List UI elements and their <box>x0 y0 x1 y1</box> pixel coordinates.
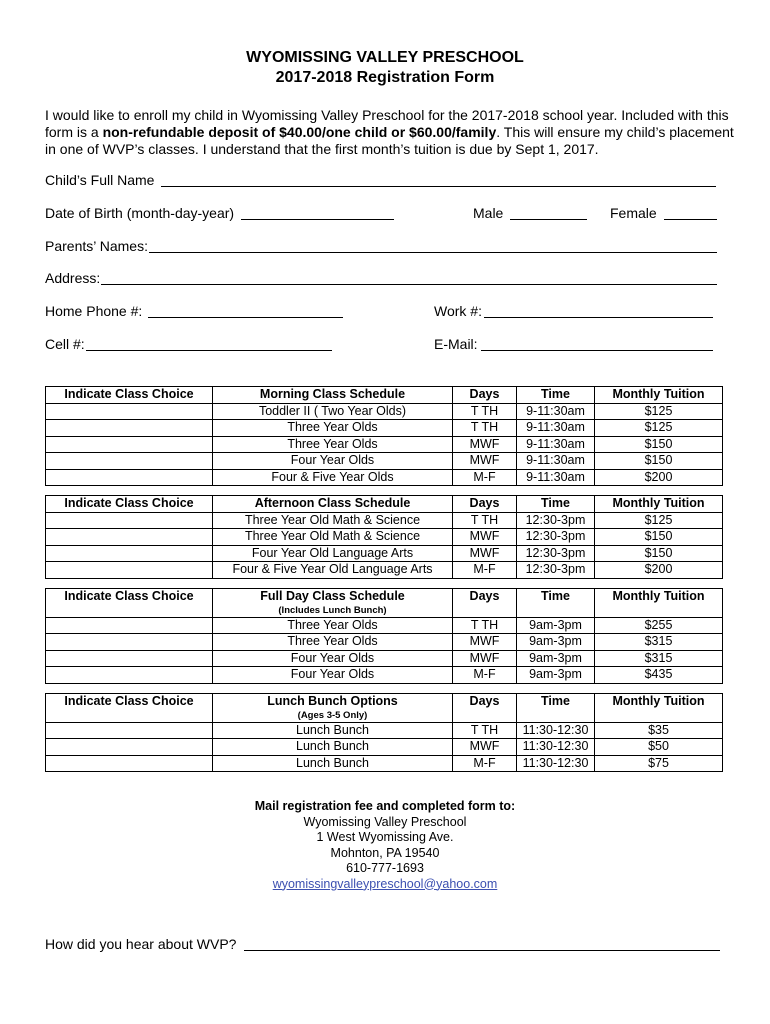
cell-field[interactable] <box>86 350 332 351</box>
class-time: 9am-3pm <box>517 617 595 634</box>
class-time: 9am-3pm <box>517 650 595 667</box>
class-tuition: $35 <box>595 722 723 739</box>
class-tuition: $315 <box>595 634 723 651</box>
class-name: Toddler II ( Two Year Olds) <box>213 403 453 420</box>
class-tuition: $75 <box>595 755 723 772</box>
class-time: 12:30-3pm <box>517 545 595 562</box>
class-choice-cell[interactable] <box>46 739 213 756</box>
class-tuition: $50 <box>595 739 723 756</box>
schedule-header <box>213 694 453 723</box>
work-phone-label: Work #: <box>434 303 482 319</box>
class-days: MWF <box>453 634 517 651</box>
class-tuition: $150 <box>595 453 723 470</box>
home-phone-field[interactable] <box>148 317 343 318</box>
class-name: Three Year Olds <box>213 420 453 437</box>
female-field[interactable] <box>664 219 717 220</box>
table-row <box>46 667 723 684</box>
time-header: Time <box>517 589 595 618</box>
time-header: Time <box>517 387 595 404</box>
table-row <box>46 453 723 470</box>
email-label: E-Mail: <box>434 336 478 352</box>
class-days: MWF <box>453 529 517 546</box>
class-name: Four Year Olds <box>213 453 453 470</box>
table-row <box>46 420 723 437</box>
time-header: Time <box>517 496 595 513</box>
class-days: M-F <box>453 562 517 579</box>
schedule-header-note: (Ages 3-5 Only) <box>297 709 368 721</box>
table-row <box>46 512 723 529</box>
class-tuition: $200 <box>595 562 723 579</box>
class-name: Three Year Old Math & Science <box>213 512 453 529</box>
class-choice-cell[interactable] <box>46 512 213 529</box>
class-name: Three Year Old Math & Science <box>213 529 453 546</box>
table-row <box>46 529 723 546</box>
tuition-header: Monthly Tuition <box>595 589 723 618</box>
class-days: T TH <box>453 617 517 634</box>
class-days: MWF <box>453 739 517 756</box>
class-days: MWF <box>453 650 517 667</box>
referral-question-label: How did you hear about WVP? <box>45 936 237 952</box>
mailing-street: 1 West Wyomissing Ave. <box>316 830 454 844</box>
class-name: Three Year Olds <box>213 436 453 453</box>
days-header: Days <box>453 387 517 404</box>
class-tuition: $435 <box>595 667 723 684</box>
schedule-header-note: (Includes Lunch Bunch) <box>278 604 387 616</box>
class-days: MWF <box>453 545 517 562</box>
class-choice-cell[interactable] <box>46 667 213 684</box>
class-name: Lunch Bunch <box>213 755 453 772</box>
class-days: MWF <box>453 453 517 470</box>
class-choice-cell[interactable] <box>46 722 213 739</box>
schedule-header: Afternoon Class Schedule <box>213 496 453 513</box>
table-header-row <box>46 387 723 404</box>
mailing-email-link[interactable]: wyomissingvalleypreschool@yahoo.com <box>272 876 498 891</box>
mailing-phone: 610-777-1693 <box>346 861 424 875</box>
class-time: 9am-3pm <box>517 634 595 651</box>
class-name: Lunch Bunch <box>213 722 453 739</box>
afternoon-schedule-table <box>45 495 723 579</box>
table-row <box>46 739 723 756</box>
days-header: Days <box>453 694 517 723</box>
table-row <box>46 617 723 634</box>
class-name: Lunch Bunch <box>213 739 453 756</box>
time-header: Time <box>517 694 595 723</box>
class-choice-cell[interactable] <box>46 420 213 437</box>
male-field[interactable] <box>510 219 587 220</box>
fullday-schedule-table <box>45 588 723 684</box>
table-header-row <box>46 496 723 513</box>
class-time: 9-11:30am <box>517 436 595 453</box>
class-time: 9-11:30am <box>517 469 595 486</box>
table-row <box>46 469 723 486</box>
class-time: 11:30-12:30 <box>517 739 595 756</box>
schedule-header: Morning Class Schedule <box>213 387 453 404</box>
class-name: Four Year Olds <box>213 650 453 667</box>
work-phone-field[interactable] <box>484 317 713 318</box>
child-name-field[interactable] <box>161 186 716 187</box>
form-title: WYOMISSING VALLEY PRESCHOOL <box>246 49 524 66</box>
parents-label: Parents’ Names: <box>45 238 148 254</box>
table-row <box>46 436 723 453</box>
schedule-header-title: Full Day Class Schedule <box>260 589 405 603</box>
class-tuition: $125 <box>595 420 723 437</box>
mailing-info <box>0 799 770 892</box>
class-days: T TH <box>453 403 517 420</box>
class-time: 9-11:30am <box>517 420 595 437</box>
class-name: Four & Five Year Olds <box>213 469 453 486</box>
class-choice-cell[interactable] <box>46 755 213 772</box>
table-row <box>46 755 723 772</box>
address-label: Address: <box>45 270 101 286</box>
male-label: Male <box>473 205 504 221</box>
days-header: Days <box>453 589 517 618</box>
class-days: MWF <box>453 436 517 453</box>
child-name-label: Child’s Full Name <box>45 172 155 188</box>
morning-schedule-table <box>45 386 723 486</box>
intro-text-1: I would like to enroll my child in Wyomissing Valley Preschool for the 2017-2018 school year. Included with this form is a <box>45 107 729 140</box>
class-days: M-F <box>453 667 517 684</box>
dob-field[interactable] <box>241 219 394 220</box>
schedule-header <box>213 589 453 618</box>
address-field[interactable] <box>101 284 717 285</box>
intro-deposit-bold: non-refundable deposit of $40.00/one child or $60.00/family <box>102 124 497 140</box>
table-row <box>46 562 723 579</box>
table-row <box>46 403 723 420</box>
class-time: 9am-3pm <box>517 667 595 684</box>
female-label: Female <box>610 205 657 221</box>
class-choice-cell[interactable] <box>46 453 213 470</box>
referral-answer-field[interactable] <box>244 950 720 951</box>
class-tuition: $150 <box>595 545 723 562</box>
class-choice-cell[interactable] <box>46 469 213 486</box>
choice-header: Indicate Class Choice <box>46 387 213 404</box>
class-name: Three Year Olds <box>213 634 453 651</box>
table-row <box>46 545 723 562</box>
tuition-header: Monthly Tuition <box>595 387 723 404</box>
class-tuition: $150 <box>595 529 723 546</box>
class-days: M-F <box>453 755 517 772</box>
table-row <box>46 634 723 651</box>
table-row <box>46 650 723 667</box>
table-row <box>46 722 723 739</box>
class-time: 12:30-3pm <box>517 562 595 579</box>
class-choice-cell[interactable] <box>46 562 213 579</box>
class-days: T TH <box>453 722 517 739</box>
class-tuition: $125 <box>595 403 723 420</box>
class-days: M-F <box>453 469 517 486</box>
class-choice-cell[interactable] <box>46 436 213 453</box>
class-time: 11:30-12:30 <box>517 722 595 739</box>
class-choice-cell[interactable] <box>46 545 213 562</box>
class-tuition: $200 <box>595 469 723 486</box>
mailing-heading: Mail registration fee and completed form to: <box>254 799 516 813</box>
class-name: Three Year Olds <box>213 617 453 634</box>
schedule-header-title: Lunch Bunch Options <box>267 694 398 708</box>
email-field[interactable] <box>481 350 713 351</box>
parents-field[interactable] <box>149 252 717 253</box>
class-time: 11:30-12:30 <box>517 755 595 772</box>
class-time: 12:30-3pm <box>517 512 595 529</box>
class-tuition: $315 <box>595 650 723 667</box>
class-choice-cell[interactable] <box>46 529 213 546</box>
class-tuition: $255 <box>595 617 723 634</box>
class-time: 9-11:30am <box>517 403 595 420</box>
class-name: Four Year Old Language Arts <box>213 545 453 562</box>
home-phone-label: Home Phone #: <box>45 303 143 319</box>
mailing-city: Mohnton, PA 19540 <box>330 845 440 860</box>
class-name: Four & Five Year Old Language Arts <box>213 562 453 579</box>
class-choice-cell[interactable] <box>46 650 213 667</box>
table-header-row <box>46 589 723 618</box>
class-tuition: $150 <box>595 436 723 453</box>
lunch-bunch-table <box>45 693 723 772</box>
tuition-header: Monthly Tuition <box>595 496 723 513</box>
choice-header: Indicate Class Choice <box>46 694 213 723</box>
days-header: Days <box>453 496 517 513</box>
class-choice-cell[interactable] <box>46 403 213 420</box>
class-choice-cell[interactable] <box>46 617 213 634</box>
table-header-row <box>46 694 723 723</box>
mailing-school-name: Wyomissing Valley Preschool <box>303 814 467 829</box>
class-time: 12:30-3pm <box>517 529 595 546</box>
cell-label: Cell #: <box>45 336 85 352</box>
class-choice-cell[interactable] <box>46 634 213 651</box>
choice-header: Indicate Class Choice <box>46 589 213 618</box>
choice-header: Indicate Class Choice <box>46 496 213 513</box>
intro-text-2: . This will ensure my child’s placement in one of WVP’s classes. I understand that the first month’s tuition is due by Sept 1, 2017. <box>45 124 734 157</box>
class-name: Four Year Olds <box>213 667 453 684</box>
form-subtitle: 2017-2018 Registration Form <box>275 69 495 86</box>
dob-label: Date of Birth (month-day-year) <box>45 205 235 221</box>
class-days: T TH <box>453 512 517 529</box>
class-tuition: $125 <box>595 512 723 529</box>
class-time: 9-11:30am <box>517 453 595 470</box>
tuition-header: Monthly Tuition <box>595 694 723 723</box>
intro-paragraph <box>45 107 735 158</box>
class-days: T TH <box>453 420 517 437</box>
